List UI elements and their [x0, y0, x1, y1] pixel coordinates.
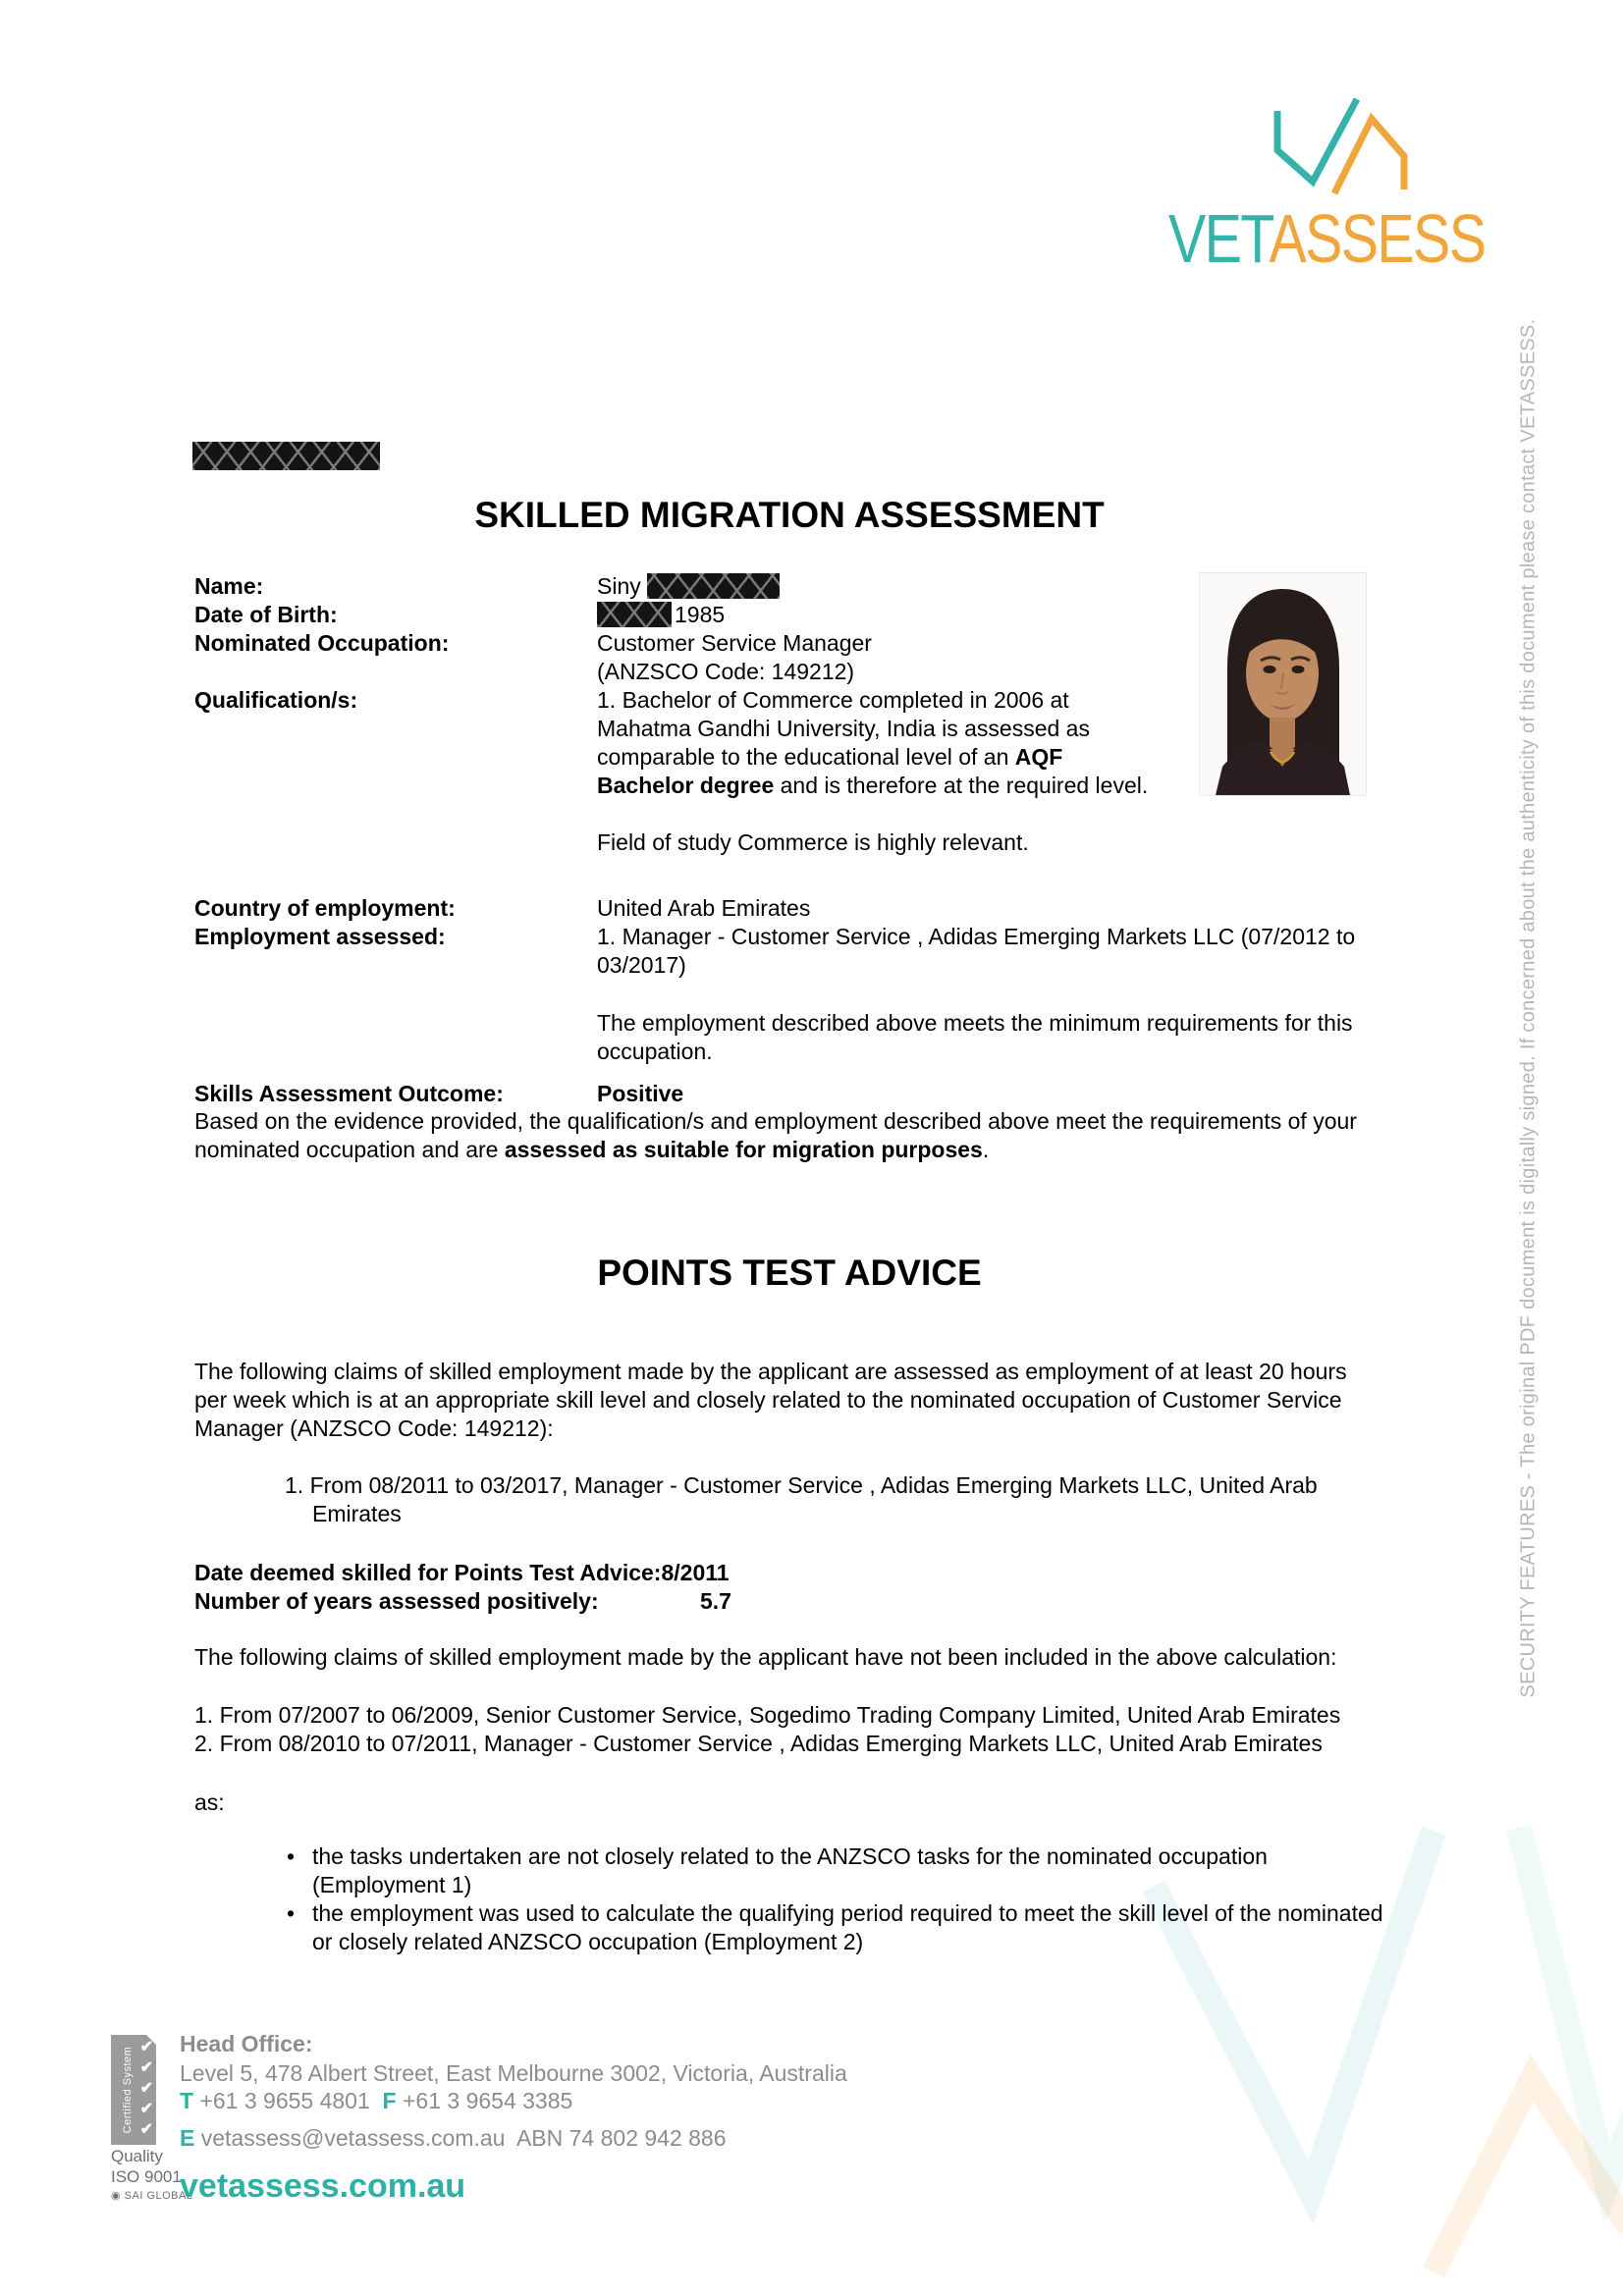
- points-test-advice-title: POINTS TEST ADVICE: [597, 1253, 982, 1293]
- excluded-intro: The following claims of skilled employment made by the applicant have not been included in the above calculation:: [194, 1644, 1337, 1670]
- field-row-country: [194, 894, 1402, 923]
- years-assessed-label: Number of years assessed positively:: [194, 1588, 599, 1614]
- badge-checkmarks-icon: ✔ ✔ ✔ ✔ ✔: [139, 2039, 153, 2138]
- excluded-employment-items: [194, 1701, 1340, 1758]
- redaction-block: [192, 442, 380, 470]
- years-assessed-row: [194, 1587, 730, 1616]
- website-url: vetassess.com.au: [180, 2167, 466, 2205]
- logo-text-assess: ASSESS: [1269, 200, 1486, 277]
- employment-fields: [194, 894, 1402, 980]
- field-row-outcome: [194, 1080, 1402, 1108]
- email-abn-line: [180, 2124, 727, 2153]
- badge-sai-global-label: ◉ SAI GLOBAL: [111, 2190, 193, 2202]
- as-label: as:: [194, 1789, 225, 1815]
- points-summary: [194, 1559, 730, 1616]
- country-value: United Arab Emirates: [597, 895, 811, 921]
- exclusion-reasons-list: [285, 1842, 1383, 1956]
- field-row-field-of-study: [194, 828, 1186, 857]
- employment-note: The employment described above meets the minimum requirements for this occupation.: [597, 1010, 1353, 1064]
- dob-value: 1985: [597, 601, 1186, 629]
- vetassess-logo: [1168, 94, 1522, 276]
- points-intro: The following claims of skilled employment made by the applicant are assessed as employment of at least 20 hours per week which is at an appropriate skill level and closely related to the nominated occupation of Customer Service Manager (ANZSCO Code: 149212):: [194, 1359, 1347, 1441]
- country-label: Country of employment:: [194, 895, 456, 921]
- name-label: Name:: [194, 573, 264, 599]
- badge-iso-label: ISO 9001: [111, 2167, 182, 2186]
- employment-value: 1. Manager - Customer Service , Adidas Emerging Markets LLC (07/2012 to 03/2017): [597, 924, 1356, 978]
- email-address: vetassess@vetassess.com.au: [200, 2125, 506, 2151]
- redaction-block: [597, 602, 672, 627]
- head-office-address: Level 5, 478 Albert Street, East Melbourne 3002, Victoria, Australia: [180, 2060, 847, 2086]
- field-row-name: [194, 572, 1186, 601]
- fax-label: F: [382, 2088, 397, 2113]
- vetassess-logo-icon: [1272, 94, 1410, 196]
- phone-label: T: [180, 2088, 194, 2113]
- logo-text-vet: VET: [1168, 200, 1270, 277]
- name-value: Siny: [597, 572, 1186, 601]
- page-title: SKILLED MIGRATION ASSESSMENT: [474, 495, 1105, 535]
- field-row-dob: [194, 601, 1186, 629]
- email-label: E: [180, 2125, 195, 2151]
- included-employment-item: 1. From 08/2011 to 03/2017, Manager - Customer Service , Adidas Emerging Markets LLC, United Arab Emirates: [285, 1472, 1318, 1526]
- assessment-fields: [194, 572, 1186, 857]
- applicant-photo: [1199, 572, 1367, 796]
- employment-label: Employment assessed:: [194, 924, 446, 949]
- list-item: • the tasks undertaken are not closely related to the ANZSCO tasks for the nominated occupation (Employment 1): [285, 1842, 1383, 1899]
- excluded-item: 2. From 08/2010 to 07/2011, Manager - Customer Service , Adidas Emerging Markets LLC, United Arab Emirates: [194, 1731, 1323, 1756]
- certified-system-label: Certified System: [122, 2046, 134, 2134]
- outcome-paragraph: Based on the evidence provided, the qualification/s and employment described above meet the requirements of your nominated occupation and are assessed as suitable for migration purposes.: [194, 1108, 1357, 1162]
- abn-number: ABN 74 802 942 886: [515, 2125, 727, 2151]
- certified-system-badge: [111, 2035, 156, 2145]
- fax-number: +61 3 9654 3385: [403, 2088, 573, 2113]
- phone-number: +61 3 9655 4801: [199, 2088, 370, 2113]
- occupation-value: Customer Service Manager (ANZSCO Code: 149212): [597, 630, 872, 684]
- field-of-study: Field of study Commerce is highly relevant.: [597, 829, 1029, 855]
- outcome-label: Skills Assessment Outcome:: [194, 1081, 504, 1106]
- head-office-label: Head Office:: [180, 2031, 313, 2056]
- field-row-employment: [194, 923, 1402, 980]
- vetassess-logo-text: [1168, 200, 1486, 277]
- security-features-text: SECURITY FEATURES - The original PDF document is digitally signed. If concerned about the authenticity of this document please contact VETASSESS.: [1517, 318, 1540, 1698]
- outcome-value: Positive: [597, 1081, 684, 1106]
- list-item: • the employment was used to calculate the qualifying period required to meet the skill level of the nominated or closely related ANZSCO occupation (Employment 2): [285, 1899, 1383, 1956]
- dob-label: Date of Birth:: [194, 602, 338, 627]
- qualification-value: 1. Bachelor of Commerce completed in 2006 at Mahatma Gandhi University, India is assessed as comparable to the educational level of an AQF Bachelor degree and is therefore at the required level.: [597, 687, 1149, 798]
- qualification-label: Qualification/s:: [194, 687, 358, 713]
- excluded-item: 1. From 07/2007 to 06/2009, Senior Customer Service, Sogedimo Trading Company Limited, United Arab Emirates: [194, 1702, 1341, 1728]
- badge-quality-label: Quality: [111, 2147, 163, 2165]
- field-row-occupation: [194, 629, 1186, 686]
- occupation-label: Nominated Occupation:: [194, 630, 450, 656]
- field-row-qualification: [194, 686, 1186, 800]
- phone-fax-line: [180, 2087, 572, 2115]
- date-deemed-skilled: Date deemed skilled for Points Test Advice:8/2011: [194, 1560, 730, 1585]
- years-assessed-value: 5.7: [700, 1588, 731, 1614]
- redaction-block: [647, 573, 780, 599]
- sai-global-icon: ◉: [111, 2190, 125, 2202]
